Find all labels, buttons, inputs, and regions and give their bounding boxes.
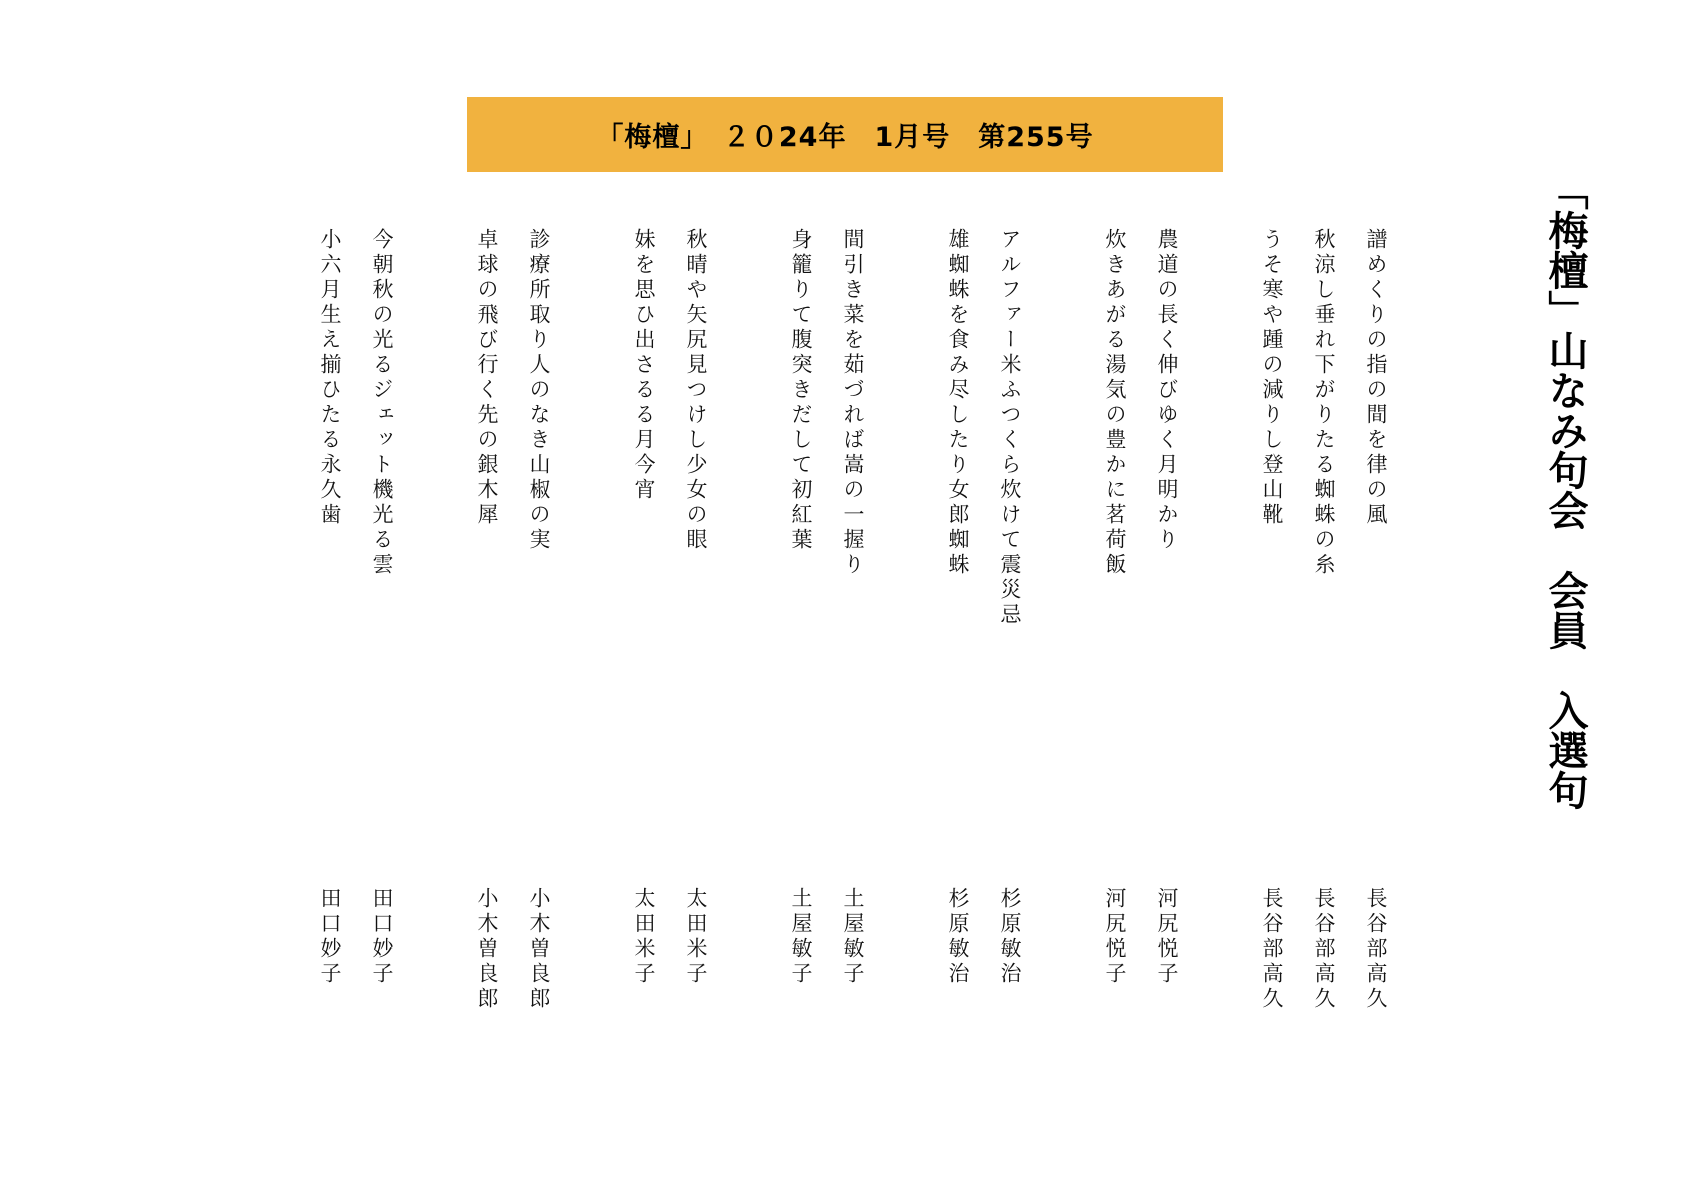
issue-header: 「梅檀」 ２０24年 1月号 第255号 [596,122,1094,153]
haiku-text: うそ寒や踵の減りし登山靴 [1260,228,1284,528]
haiku-text: 秋晴や矢尻見つけし少女の眼 [684,228,708,553]
haiku-text: アルファー米ふつくら炊けて震災忌 [998,228,1022,628]
haiku-text: 間引き菜を茹づれば嵩の一握り [841,228,865,578]
haiku-text: 農道の長く伸びゆく月明かり [1155,228,1179,553]
haiku-author: 河尻悦子 [1103,887,1127,987]
haiku-text: 秋涼し垂れ下がりたる蜘蛛の糸 [1312,228,1336,578]
haiku-author: 土屋敏子 [789,887,813,987]
haiku-author: 田口妙子 [318,887,342,987]
haiku-author: 小木曽良郎 [475,887,499,1012]
haiku-author: 田口妙子 [370,887,394,987]
haiku-author: 土屋敏子 [841,887,865,987]
haiku-text: 炊きあがる湯気の豊かに茗荷飯 [1103,228,1127,578]
haiku-text: 譜めくりの指の間を律の風 [1364,228,1388,528]
haiku-author: 杉原敏治 [946,887,970,987]
haiku-text: 小六月生え揃ひたる永久歯 [318,228,342,528]
haiku-author: 太田米子 [684,887,708,987]
haiku-text: 妹を思ひ出さるる月今宵 [632,228,656,503]
haiku-author: 小木曽良郎 [527,887,551,1012]
haiku-text: 今朝秋の光るジェット機光る雲 [370,228,394,578]
haiku-author: 長谷部高久 [1312,887,1336,1012]
haiku-author: 長谷部高久 [1364,887,1388,1012]
haiku-text: 卓球の飛び行く先の銀木犀 [475,228,499,528]
header-band [467,97,1223,172]
haiku-author: 杉原敏治 [998,887,1022,987]
haiku-author: 太田米子 [632,887,656,987]
haiku-text: 診療所取り人のなき山椒の実 [527,228,551,553]
haiku-author: 長谷部高久 [1260,887,1284,1012]
haiku-text: 身籠りて腹突きだして初紅葉 [789,228,813,553]
page-title: 「梅檀」山なみ句会 会員 入選句 [1542,170,1588,810]
haiku-author: 河尻悦子 [1155,887,1179,987]
haiku-text: 雄蜘蛛を食み尽したり女郎蜘蛛 [946,228,970,578]
